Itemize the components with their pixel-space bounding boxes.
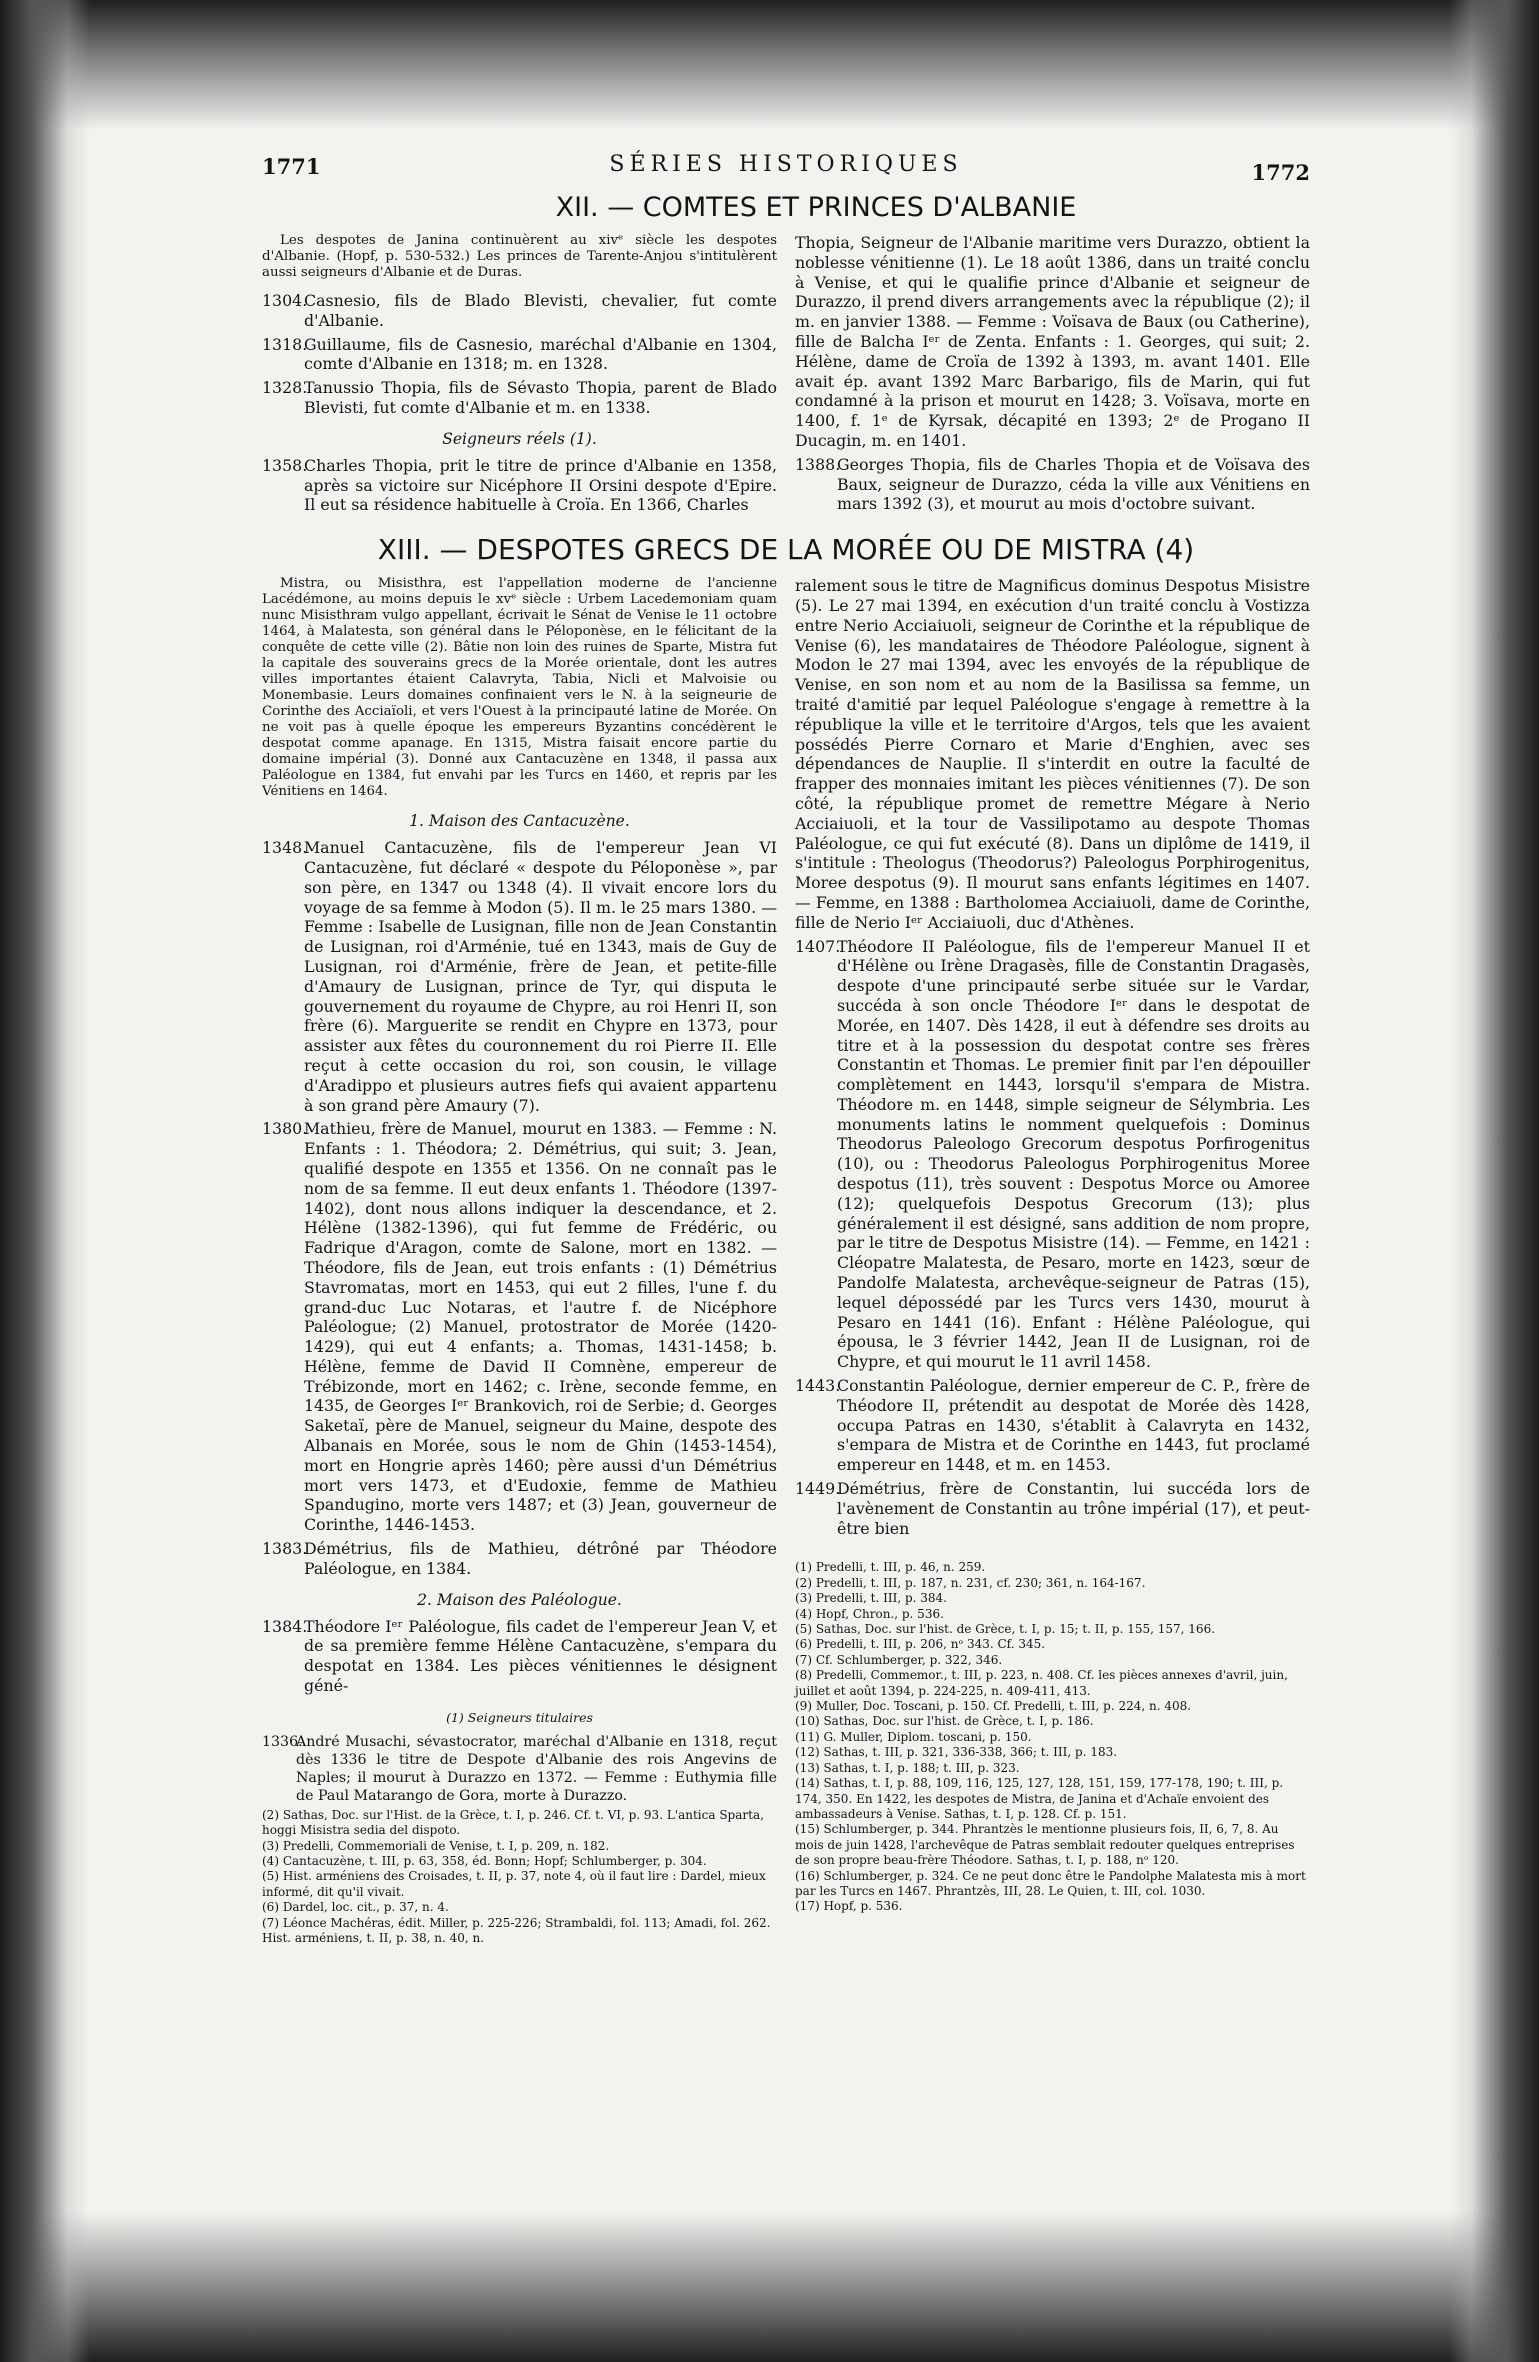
footnote: (17) Hopf, p. 536. xyxy=(795,1899,903,1914)
scan-edge-right xyxy=(1449,0,1539,2362)
section-13-left-column xyxy=(262,576,777,1946)
section-13-title: XIII. — DESPOTES GRECS DE LA MORÉE OU DE MISTRA (4) xyxy=(377,533,1195,567)
footnote: (14) Sathas, t. I, p. 88, 109, 116, 125, 127, 128, 151, 159, 177-178, 190; t. III, p. 174, 350. En 1422, les despotes de Mistra, de Janina et d'Achaïe envoient des ambassadeurs à Venise. Sathas, t. I, p. 128. Cf. p. 151. xyxy=(795,1776,1284,1821)
subheading-paleologue: 2. Maison des Paléologue. xyxy=(417,1590,622,1609)
section-13-intro: Mistra, ou Misisthra, est l'appellation moderne de l'ancienne Lacédémone, au moins depuis le xvᵉ siècle : Urbem Lacedemoniam quam nunc Misisthram vulgo appellant, écrivait le Sénat de Venise le 11 octobre 1464, à Malatesta, son général dans le Péloponèse, en le félicitant de la conquête de cette ville (2). Bâtie non loin des ruines de Sparte, Mistra fut la capitale des souverains grecs de la Morée orientale, dont les autres villes importantes étaient Calavryta, Tabia, Nicli et Malvoisie ou Monembasie. Leurs domaines confinaient vers le N. à la seigneurie de Corinthe des Acciaïoli, et vers l'Ouest à la principauté latine de Morée. On ne voit pas à quelle époque les empereurs Byzantins concédèrent le despotat comme apanage. En 1315, Mistra faisait encore partie du domaine impérial (3). Donné aux Cantacuzène en 1348, il passa aux Paléologue en 1384, fut envahi par les Turcs en 1460, et repris par les Vénitiens en 1464. xyxy=(262,576,777,800)
footnotes-right xyxy=(795,1560,1310,1914)
section-12-intro: Les despotes de Janina continuèrent au xivᵉ siècle les despotes d'Albanie. (Hopf, p. 530-532.) Les princes de Tarente-Anjou s'intitulèrent aussi seigneurs d'Albanie et de Duras. xyxy=(262,233,777,280)
subheading-seigneurs-titulaires: (1) Seigneurs titulaires xyxy=(446,1709,593,1725)
section-12-title: XII. — COMTES ET PRINCES D'ALBANIE xyxy=(555,192,1077,223)
entry-1348: 1348. Manuel Cantacuzène, fils de l'empereur Jean VI Cantacuzène, fut déclaré « despote du Péloponèse », par son père, en 1347 ou 1348 (4). Il vivait encore lors du voyage de sa femme à Modon (5). Il m. le 25 mars 1380. — Femme : Isabelle de Lusignan, fille non de Jean Constantin de Lusignan, roi d'Arménie, tué en 1343, mais de Guy de Lusignan, roi d'Arménie, frère de Jean, et petite-fille d'Amaury de Lusignan, prince de Tyr, qui disputa le gouvernement du royaume de Chypre, au roi Henri II, son frère (6). Marguerite se rendit en Chypre en 1373, pour assister aux fêtes du couronnement du roi Pierre II. Elle reçut à cette occasion du roi, son cousin, le village d'Aradippo et plusieurs autres fiefs qui avaient appartenu à son grand père Amaury (7). xyxy=(262,838,777,1115)
section-13-continuation: ralement sous le titre de Magnificus dominus Despotus Misistre (5). Le 27 mai 1394, en exécution d'un traité conclu à Vostizza entre Nerio Acciaiuoli, seigneur de Corinthe et la république de Venise (6), les mandataires de Théodore Paléologue, signent à Modon le 27 mai 1394, avec les envoyés de la république de Venise, en son nom et au nom de la Basilissa sa femme, un traité d'amitié par lequel Paléologue s'engage à remettre à la république la ville et le territoire d'Argos, tels que les avaient possédés Pierre Cornaro et Marie d'Enghien, avec ses dépendances de Nauplie. Il s'interdit en outre la faculté de frapper des monnaies imitant les pièces vénitiennes (7). De son côté, la république promet de remettre Mégare à Nerio Acciaiuoli, et la tour de Vassilipotamo au despote Thomas Paléologue, ce qui fut exécuté (8). Dans un diplôme de 1419, il s'intitule : Theologus (Theodorus?) Paleologus Porphirogenitus, Moree despotus (9). Il mourut sans enfants légitimes en 1407. — Femme, en 1388 : Bartholomea Acciaiuoli, dame de Corinthe, fille de Nerio Iᵉʳ Acciaiuoli, duc d'Athènes. xyxy=(795,576,1310,932)
footnote: (4) Hopf, Chron., p. 536. xyxy=(795,1606,944,1621)
entry-1407: 1407. Théodore II Paléologue, fils de l'empereur Manuel II et d'Hélène ou Irène Dragasès, fille de Constantin Dragasès, despote d'une principauté serbe située sur le Vardar, succéda à son oncle Théodore Iᵉʳ dans le despotat de Morée, en 1407. Dès 1428, il eut à défendre ses droits au titre et à la possession du despotat contre ses frères Constantin et Thomas. Le premier finit par l'en dépouiller complètement en 1443, lorsqu'il s'empara de Mistra. Théodore m. en 1448, simple seigneur de Sélymbria. Les monuments latins le nomment quelquefois : Dominus Theodorus Paleologo Grecorum despotus Porfirogenitus (10), ou : Theodorus Paleologus Porphirogenitus Moree despotus (11), très souvent : Despotus Morce ou Amoree (12); quelquefois Despotus Grecorum (13); plus généralement il est désigné, sans addition de nom propre, par le titre de Despotus Misistre (14). — Femme, en 1421 : Cléopatre Malatesta, de Pesaro, morte en 1423, sœur de Pandolfe Malatesta, archevêque-seigneur de Patras (15), lequel dépossédé par les Turcs vers 1430, mourut à Pesaro en 1441 (16). Enfant : Hélène Paléologue, qui épousa, le 3 février 1442, Jean II de Lusignan, roi de Chypre, et qui mourut le 11 avril 1458. xyxy=(795,936,1311,1372)
footnote: (6) Predelli, t. III, p. 206, nᵒ 343. Cf. 345. xyxy=(795,1637,1046,1652)
footnote: (13) Sathas, t. I, p. 188; t. III, p. 323. xyxy=(795,1760,1020,1775)
entry-1318: 1318. Guillaume, fils de Casnesio, maréchal d'Albanie en 1304, comte d'Albanie en 1318; m. en 1328. xyxy=(262,334,777,374)
footnote: (11) G. Muller, Diplom. toscani, p. 150. xyxy=(795,1729,1032,1744)
footnote: (1) Predelli, t. III, p. 46, n. 259. xyxy=(795,1560,986,1575)
running-head xyxy=(262,140,1310,185)
footnote: (7) Léonce Machéras, édit. Miller, p. 225-226; Strambaldi, fol. 113; Amadi, fol. 262. Hist. arméniens, t. II, p. 38, n. 40, n. xyxy=(262,1915,771,1946)
entry-1383: 1383. Démétrius, fils de Mathieu, détrôné par Théodore Paléologue, en 1384. xyxy=(262,1539,777,1578)
scan-edge-top xyxy=(0,0,1539,130)
page xyxy=(262,140,1310,2180)
section-12-columns xyxy=(262,233,1310,519)
page-number-left: 1771 xyxy=(262,154,321,179)
series-title: SÉRIES HISTORIQUES xyxy=(609,152,963,177)
footnote: (6) Dardel, loc. cit., p. 37, n. 4. xyxy=(262,1900,449,1915)
footnotes-left xyxy=(262,1808,777,1947)
footnote: (10) Sathas, Doc. sur l'hist. de Grèce, t. I, p. 186. xyxy=(795,1714,1094,1729)
subheading-seigneurs-reels: Seigneurs réels (1). xyxy=(442,429,597,448)
section-12-right-column xyxy=(795,233,1310,518)
footnote: (9) Muller, Doc. Toscani, p. 150. Cf. Predelli, t. III, p. 224, n. 408. xyxy=(795,1699,1192,1714)
entry-1336: 1336. André Musachi, sévastocrator, maréchal d'Albanie en 1318, reçut dès 1336 le titre de Despote d'Albanie des rois Angevins de Naples; il mourut à Durazzo en 1372. — Femme : Euthymia fille de Paul Matarango de Gora, morte à Durazzo. xyxy=(262,1733,777,1804)
entry-1449: 1449. Démétrius, frère de Constantin, lui succéda lors de l'avènement de Constantin au trône impérial (17), et peut-être bien xyxy=(795,1479,1310,1538)
footnote: (7) Cf. Schlumberger, p. 322, 346. xyxy=(795,1652,1003,1667)
entry-1443: 1443. Constantin Paléologue, dernier empereur de C. P., frère de Théodore II, prétendit au despotat de Morée dès 1428, occupa Patras en 1430, s'établit à Calavryta en 1432, s'empara de Mistra et de Corinthe en 1443, fut proclamé empereur en 1448, et m. en 1453. xyxy=(795,1376,1310,1475)
footnote: (5) Hist. arméniens des Croisades, t. II, p. 37, note 4, où il faut lire : Dardel, mieux informé, dit qu'il vivait. xyxy=(262,1869,766,1899)
scan-edge-left xyxy=(0,0,90,2362)
entry-1358: 1358. Charles Thopia, prit le titre de prince d'Albanie en 1358, après sa victoire sur Nicéphore II Orsini despote d'Epire. Il eut sa résidence habituelle à Croïa. En 1366, Charles xyxy=(262,455,777,515)
footnote: (2) Predelli, t. III, p. 187, n. 231, cf. 230; 361, n. 164-167. xyxy=(795,1575,1146,1590)
footnote: (12) Sathas, t. III, p. 321, 336-338, 366; t. III, p. 183. xyxy=(795,1745,1118,1760)
entry-1388: 1388. Georges Thopia, fils de Charles Thopia et de Voïsava des Baux, seigneur de Durazzo, céda la ville aux Vénitiens en mars 1392 (3), et mourut au mois d'octobre suivant. xyxy=(795,454,1310,514)
footnote: (3) Predelli, t. III, p. 384. xyxy=(795,1591,947,1606)
section-13-right-column xyxy=(795,576,1310,1915)
entry-1328: 1328. Tanussio Thopia, fils de Sévasto Thopia, parent de Blado Blevisti, fut comte d'Albanie et m. en 1338. xyxy=(262,378,777,417)
footnote: (2) Sathas, Doc. sur l'Hist. de la Grèce, t. I, p. 246. Cf. t. VI, p. 93. L'antica Sparta, hoggi Misistra sedia del dispoto. xyxy=(262,1807,764,1838)
subheading-cantacuzene: 1. Maison des Cantacuzène. xyxy=(409,812,630,831)
footnote: (5) Sathas, Doc. sur l'hist. de Grèce, t. I, p. 15; t. II, p. 155, 157, 166. xyxy=(795,1622,1216,1637)
section-12-left-column xyxy=(262,233,777,519)
entry-1380: 1380. Mathieu, frère de Manuel, mourut en 1383. — Femme : N. Enfants : 1. Théodora; 2. Démétrius, qui suit; 3. Jean, qualifié despote en 1355 et 1356. On ne connaît pas le nom de sa femme. Il eut deux enfants 1. Théodore (1397-1402), dont nous allons indiquer la descendance, et 2. Hélène (1382-1396), qui fut femme de Frédéric, ou Fadrique d'Aragon, comte de Salone, mort en 1382. — Théodore, fils de Jean, eut trois enfants : (1) Démétrius Stavromatas, mort en 1453, qui eut 2 filles, l'une f. du grand-duc Luc Notaras, et l'autre f. de Nicéphore Paléologue; (2) Manuel, protostrator de Morée (1420-1429), qui eut 4 enfants; a. Thomas, 1431-1458; b. Hélène, femme de David II Comnène, empereur de Trébizonde, mort en 1462; c. Irène, seconde femme, en 1435, de Georges Iᵉʳ Brankovich, roi de Serbie; d. Georges Saketaï, père de Manuel, seigneur du Maine, despote des Albanais en Morée, sous le nom de Ghin (1453-1454), mort en Hongrie après 1460; père aussi d'un Démétrius mort vers 1473, et d'Eudoxie, femme de Mathieu Spandugino, morte vers 1487; et (3) Jean, gouverneur de Corinthe, 1446-1453. xyxy=(262,1119,777,1535)
section-12-continuation: Thopia, Seigneur de l'Albanie maritime vers Durazzo, obtient la noblesse vénitienne (1). Le 18 août 1386, dans un traité conclu à Venise, et qui le qualifie prince d'Albanie et seigneur de Durazzo, il prend divers arrangements avec la république (2); il m. en janvier 1388. — Femme : Voïsava de Baux (ou Catherine), fille de Balcha Iᵉʳ de Zenta. Enfants : 1. Georges, qui suit; 2. Hélène, dame de Croïa de 1392 à 1393, m. avant 1401. Elle avait ép. avant 1392 Marc Barbarigo, fils de Marin, qui fut condamné à la prison et mourut en 1428; 3. Voïsava, morte en 1400, f. 1ᵉ de Kyrsak, décapité en 1393; 2ᵉ de Progano II Ducagin, m. en 1401. xyxy=(795,233,1310,450)
footnote: (16) Schlumberger, p. 324. Ce ne peut donc être le Pandolphe Malatesta mis à mort par les Turcs en 1467. Phrantzès, III, 28. Le Quien, t. III, col. 1030. xyxy=(795,1868,1306,1898)
footnote: (4) Cantacuzène, t. III, p. 63, 358, éd. Bonn; Hopf; Schlumberger, p. 304. xyxy=(262,1854,707,1869)
footnote: (15) Schlumberger, p. 344. Phrantzès le mentionne plusieurs fois, II, 6, 7, 8. Au mois de juin 1428, l'archevêque de Patras semblait redouter quelques entreprises de son propre beau-frère Théodore. Sathas, t. I, p. 188, nᵒ 120. xyxy=(795,1822,1295,1868)
page-number-right: 1772 xyxy=(1251,160,1310,185)
footnote: (8) Predelli, Commemor., t. III, p. 223, n. 408. Cf. les pièces annexes d'avril, juin, juillet et août 1394, p. 224-225, n. 409-411, 413. xyxy=(795,1668,1288,1698)
entry-1384: 1384. Théodore Iᵉʳ Paléologue, fils cadet de l'empereur Jean V, et de sa première femme Hélène Cantacuzène, s'empara du despotat en 1384. Les pièces vénitiennes le désignent géné- xyxy=(262,1616,777,1696)
scan-edge-bottom xyxy=(0,2212,1539,2362)
entry-1304: 1304. Casnesio, fils de Blado Blevisti, chevalier, fut comte d'Albanie. xyxy=(262,291,777,330)
footnote: (3) Predelli, Commemoriali de Venise, t. I, p. 209, n. 182. xyxy=(262,1838,610,1853)
section-13-columns xyxy=(262,576,1310,1946)
